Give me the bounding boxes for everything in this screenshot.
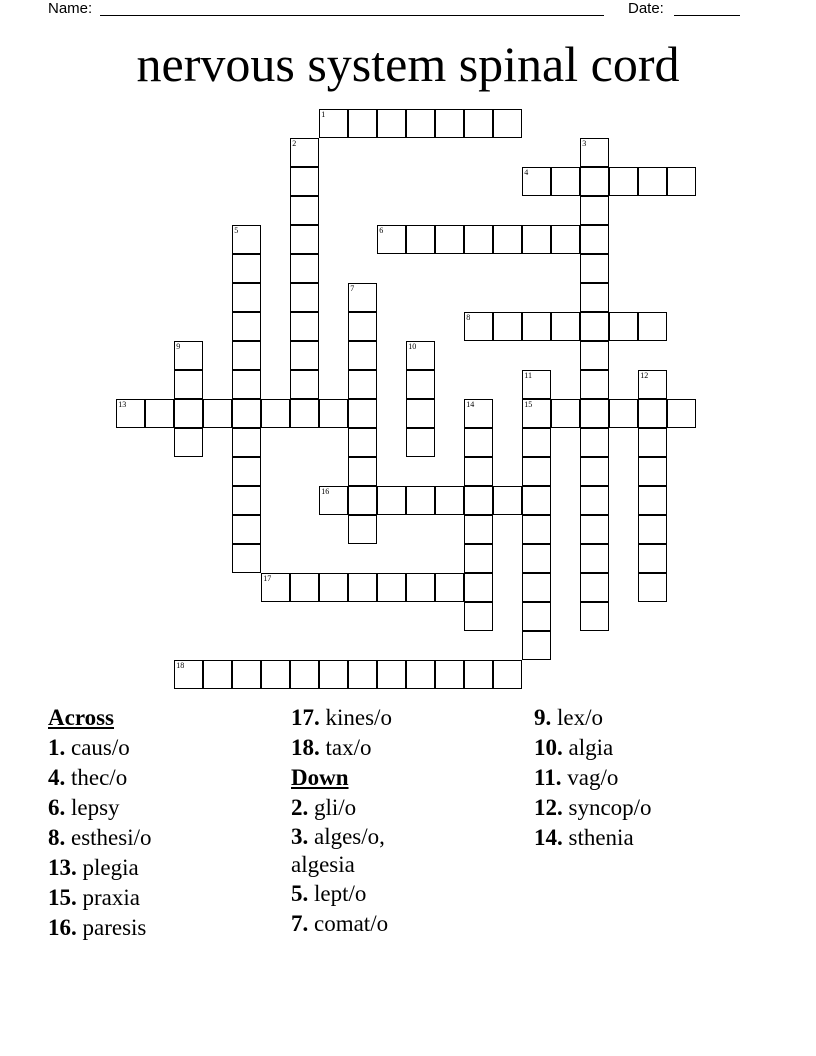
clues-column-1 [48, 703, 278, 943]
crossword-cell[interactable] [580, 138, 609, 167]
crossword-cell[interactable] [580, 602, 609, 631]
clue-number: 8 [466, 313, 471, 323]
clue-number: 17 [263, 574, 272, 584]
crossword-cell[interactable] [493, 312, 522, 341]
crossword-cell[interactable] [290, 573, 319, 602]
crossword-cell[interactable] [638, 167, 667, 196]
crossword-cell[interactable] [232, 312, 261, 341]
clue-across-13: 13. plegia [48, 855, 139, 880]
crossword-cell[interactable] [522, 631, 551, 660]
down-heading: Down [291, 765, 349, 790]
crossword-cell[interactable] [261, 573, 290, 602]
page-title: nervous system spinal cord [136, 36, 680, 92]
crossword-cell[interactable] [348, 283, 377, 312]
crossword-cell[interactable] [609, 312, 638, 341]
crossword-cell[interactable] [261, 399, 290, 428]
clue-number: 2 [292, 139, 297, 149]
clue-down-2: 2. gli/o [291, 795, 357, 820]
crossword-cell[interactable] [580, 515, 609, 544]
crossword-cell[interactable] [290, 254, 319, 283]
clue-down-5: 5. lept/o [291, 881, 367, 906]
clue-across-18: 18. tax/o [291, 735, 372, 760]
crossword-cell[interactable] [319, 109, 348, 138]
crossword-cell[interactable] [493, 486, 522, 515]
crossword-cell[interactable] [638, 399, 667, 428]
name-label: Name: [48, 0, 93, 17]
crossword-cell[interactable] [580, 399, 609, 428]
crossword-cell[interactable] [232, 341, 261, 370]
crossword-cell[interactable] [145, 399, 174, 428]
clue-down-11: 11. vag/o [534, 765, 619, 790]
crossword-cell[interactable] [232, 370, 261, 399]
crossword-cell[interactable] [464, 399, 493, 428]
clue-number: 7 [350, 284, 355, 294]
clue-number: 13 [118, 400, 127, 410]
crossword-cell[interactable] [174, 341, 203, 370]
crossword-cell[interactable] [174, 428, 203, 457]
crossword-cell[interactable] [464, 515, 493, 544]
clue-across-15: 15. praxia [48, 885, 140, 910]
clue-number: 18 [176, 661, 185, 671]
crossword-cell[interactable] [377, 573, 406, 602]
clue-across-16: 16. paresis [48, 915, 147, 940]
clue-down-10: 10. algia [534, 735, 614, 760]
clue-down-9: 9. lex/o [534, 705, 603, 730]
clue-number: 10 [408, 342, 417, 352]
crossword-cell[interactable] [290, 167, 319, 196]
crossword-cell[interactable] [464, 660, 493, 689]
crossword-cell[interactable] [348, 428, 377, 457]
crossword-cell[interactable] [348, 486, 377, 515]
crossword-cell[interactable] [580, 573, 609, 602]
crossword-cell[interactable] [551, 167, 580, 196]
crossword-cell[interactable] [406, 370, 435, 399]
crossword-cell[interactable] [174, 370, 203, 399]
clue-down-12: 12. syncop/o [534, 795, 652, 820]
crossword-cell[interactable] [522, 515, 551, 544]
clues-column-2 [291, 703, 521, 939]
crossword-cell[interactable] [406, 225, 435, 254]
crossword-cell[interactable] [522, 486, 551, 515]
crossword-cell[interactable] [232, 428, 261, 457]
crossword-cell[interactable] [406, 573, 435, 602]
crossword-cell[interactable] [203, 399, 232, 428]
crossword-cell[interactable] [522, 457, 551, 486]
crossword-cell[interactable] [348, 515, 377, 544]
crossword-cell[interactable] [522, 544, 551, 573]
crossword-cell[interactable] [667, 399, 696, 428]
crossword-cell[interactable] [551, 225, 580, 254]
crossword-cell[interactable] [290, 225, 319, 254]
crossword-cell[interactable] [551, 312, 580, 341]
crossword-cell[interactable] [522, 428, 551, 457]
crossword-cell[interactable] [232, 283, 261, 312]
crossword-cell[interactable] [464, 544, 493, 573]
crossword-cell[interactable] [348, 399, 377, 428]
crossword-cell[interactable] [580, 428, 609, 457]
crossword-cell[interactable] [290, 660, 319, 689]
clue-number: 15 [524, 400, 533, 410]
clue-down-7: 7. comat/o [291, 911, 389, 936]
crossword-cell[interactable] [638, 370, 667, 399]
crossword-cell[interactable] [348, 660, 377, 689]
crossword-cell[interactable] [232, 515, 261, 544]
crossword-cell[interactable] [174, 399, 203, 428]
crossword-cell[interactable] [464, 225, 493, 254]
crossword-cell[interactable] [174, 660, 203, 689]
clue-across-6: 6. lepsy [48, 795, 120, 820]
crossword-cell[interactable] [580, 341, 609, 370]
crossword-cell[interactable] [377, 660, 406, 689]
crossword-cell[interactable] [377, 109, 406, 138]
clue-number: 1 [321, 110, 326, 120]
crossword-cell[interactable] [464, 573, 493, 602]
crossword-cell[interactable] [232, 457, 261, 486]
crossword-cell[interactable] [377, 486, 406, 515]
crossword-cell[interactable] [580, 196, 609, 225]
crossword-cell[interactable] [493, 225, 522, 254]
crossword-cell[interactable] [638, 312, 667, 341]
across-heading: Across [48, 705, 115, 730]
crossword-cell[interactable] [116, 399, 145, 428]
clue-number: 4 [524, 168, 529, 178]
clues-column-3 [534, 703, 774, 853]
crossword-cell[interactable] [406, 428, 435, 457]
crossword-cell[interactable] [580, 457, 609, 486]
crossword-cell[interactable] [464, 602, 493, 631]
crossword-cell[interactable] [261, 660, 290, 689]
crossword-cell[interactable] [232, 399, 261, 428]
clue-down-3: 3. alges/o, algesia [291, 824, 385, 877]
crossword-cell[interactable] [377, 225, 406, 254]
clue-across-8: 8. esthesi/o [48, 825, 152, 850]
crossword-cell[interactable] [348, 341, 377, 370]
crossword-cell[interactable] [348, 370, 377, 399]
clue-number: 14 [466, 400, 475, 410]
crossword-cell[interactable] [638, 486, 667, 515]
clue-number: 11 [524, 371, 532, 381]
crossword-cell[interactable] [435, 660, 464, 689]
crossword-cell[interactable] [464, 457, 493, 486]
crossword-cell[interactable] [464, 428, 493, 457]
crossword-cell[interactable] [435, 486, 464, 515]
date-label: Date: [628, 0, 664, 17]
crossword-cell[interactable] [232, 660, 261, 689]
crossword-cell[interactable] [406, 109, 435, 138]
crossword-cell[interactable] [580, 544, 609, 573]
crossword-cell[interactable] [580, 225, 609, 254]
crossword-cell[interactable] [638, 544, 667, 573]
crossword-cell[interactable] [290, 312, 319, 341]
clue-number: 3 [582, 139, 587, 149]
crossword-cell[interactable] [348, 109, 377, 138]
crossword-cell[interactable] [522, 225, 551, 254]
crossword-cell[interactable] [522, 167, 551, 196]
clue-across-4: 4. thec/o [48, 765, 128, 790]
crossword-cell[interactable] [551, 399, 580, 428]
crossword-cell[interactable] [638, 457, 667, 486]
crossword-cell[interactable] [522, 312, 551, 341]
crossword-cell[interactable] [435, 109, 464, 138]
crossword-cell[interactable] [290, 196, 319, 225]
crossword-cell[interactable] [319, 399, 348, 428]
crossword-cell[interactable] [493, 660, 522, 689]
crossword-cell[interactable] [319, 660, 348, 689]
clue-number: 6 [379, 226, 384, 236]
crossword-cell[interactable] [580, 370, 609, 399]
clue-number: 16 [321, 487, 330, 497]
crossword-cell[interactable] [638, 428, 667, 457]
crossword-cell[interactable] [406, 399, 435, 428]
crossword-cell[interactable] [522, 399, 551, 428]
crossword-cell[interactable] [580, 254, 609, 283]
crossword-cell[interactable] [319, 486, 348, 515]
crossword-cell[interactable] [290, 370, 319, 399]
crossword-cell[interactable] [580, 486, 609, 515]
crossword-cell[interactable] [203, 660, 232, 689]
crossword-cell[interactable] [435, 225, 464, 254]
crossword-cell[interactable] [638, 573, 667, 602]
crossword-cell[interactable] [522, 370, 551, 399]
crossword-cell[interactable] [406, 486, 435, 515]
crossword-cell[interactable] [232, 544, 261, 573]
crossword-cell[interactable] [435, 573, 464, 602]
crossword-cell[interactable] [232, 486, 261, 515]
crossword-cell[interactable] [290, 399, 319, 428]
clue-number: 12 [640, 371, 649, 381]
crossword-cell[interactable] [290, 341, 319, 370]
crossword-cell[interactable] [580, 167, 609, 196]
crossword-cell[interactable] [464, 109, 493, 138]
crossword-cell[interactable] [522, 573, 551, 602]
crossword-cell[interactable] [232, 225, 261, 254]
crossword-cell[interactable] [232, 254, 261, 283]
crossword-cell[interactable] [406, 341, 435, 370]
crossword-cell[interactable] [290, 138, 319, 167]
crossword-cell[interactable] [464, 312, 493, 341]
clue-across-1: 1. caus/o [48, 735, 130, 760]
crossword-cell[interactable] [406, 660, 435, 689]
crossword-cell[interactable] [348, 457, 377, 486]
clue-number: 9 [176, 342, 181, 352]
clue-number: 5 [234, 226, 239, 236]
crossword-cell[interactable] [638, 515, 667, 544]
crossword-cell[interactable] [609, 167, 638, 196]
crossword-cell[interactable] [348, 573, 377, 602]
crossword-cell[interactable] [580, 312, 609, 341]
crossword-cell[interactable] [667, 167, 696, 196]
clue-down-14: 14. sthenia [534, 825, 634, 850]
crossword-cell[interactable] [464, 486, 493, 515]
crossword-cell[interactable] [493, 109, 522, 138]
crossword-cell[interactable] [290, 283, 319, 312]
crossword-cell[interactable] [348, 312, 377, 341]
crossword-cell[interactable] [319, 573, 348, 602]
clue-across-17: 17. kines/o [291, 705, 392, 730]
crossword-cell[interactable] [609, 399, 638, 428]
crossword-cell[interactable] [522, 602, 551, 631]
crossword-cell[interactable] [580, 283, 609, 312]
